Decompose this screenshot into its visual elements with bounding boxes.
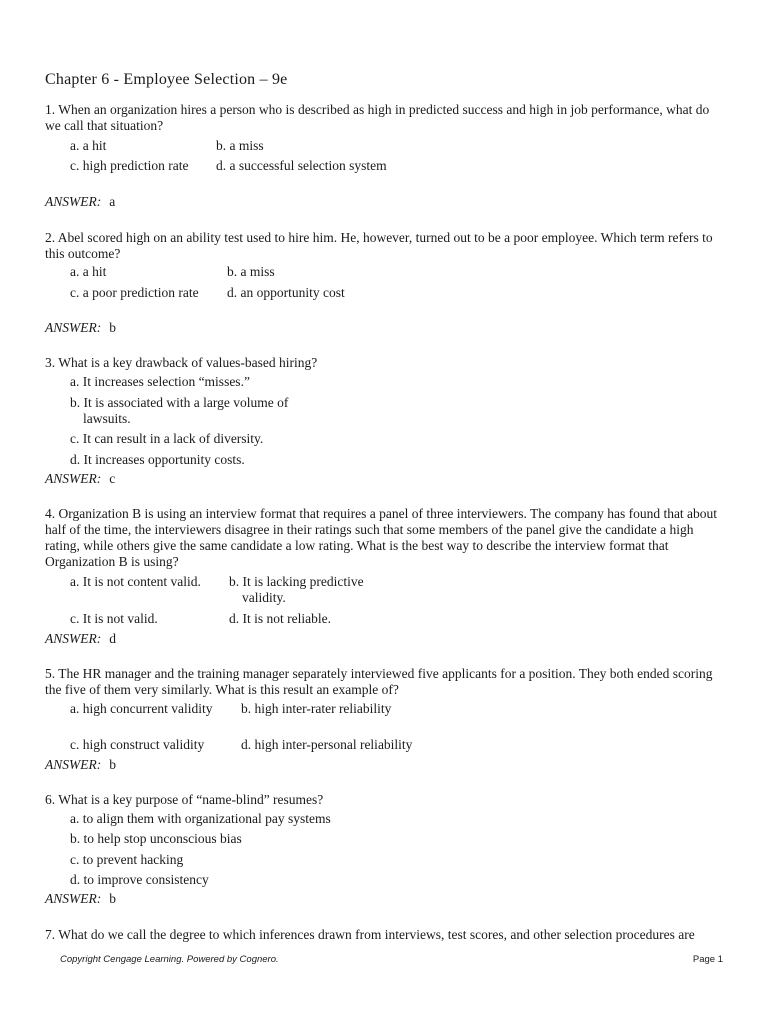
question-2-option-d: d. an opportunity cost [227, 285, 345, 300]
question-4-option-b: b. It is lacking predictive validity. [229, 574, 364, 605]
question-1-option-a: a. a hit [70, 138, 107, 153]
question-5-option-c: c. high construct validity [70, 737, 205, 752]
question-3-option-b: b. It is associated with a large volume of lawsuits. [70, 395, 289, 426]
question-2-option-a: a. a hit [70, 264, 107, 279]
question-1-stem: 1. When an organization hires a person who is described as high in predicted success and high in job performance, what do we call that situation? [45, 102, 710, 133]
question-1-option-c: c. high prediction rate [70, 158, 189, 173]
question-2-option-b: b. a miss [227, 264, 275, 279]
footer-page-number: Page 1 [692, 954, 723, 965]
question-4-stem: 4. Organization B is using an interview format that requires a panel of three interviewers. The company has found that about half of the time, the interviewers disagree in their ratings such that some members of the panel give the candidate a high rating, while others give the same candidate a low rating. What is the best way to describe the interview format that Organization B is using? [45, 506, 718, 569]
question-4-answer [45, 631, 116, 647]
answer-label: ANSWER: [45, 891, 102, 906]
question-1-option-d: d. a successful selection system [216, 158, 387, 173]
answer-label: ANSWER: [45, 471, 102, 486]
answer-value: a [109, 194, 116, 209]
question-1-option-b: b. a miss [216, 138, 264, 153]
question-3-option-d: d. It increases opportunity costs. [70, 452, 245, 467]
question-5-stem: 5. The HR manager and the training manager separately interviewed five applicants for a position. They both ended scoring the five of them very similarly. What is this result an example of? [45, 666, 713, 697]
answer-label: ANSWER: [45, 320, 102, 335]
question-5-option-b: b. high inter-rater reliability [241, 701, 392, 716]
page-title: Chapter 6 - Employee Selection – 9e [45, 71, 288, 88]
answer-value: b [109, 320, 116, 335]
answer-label: ANSWER: [45, 757, 102, 772]
answer-label: ANSWER: [45, 194, 102, 209]
answer-value: b [109, 891, 116, 906]
question-7-stem: 7. What do we call the degree to which inferences drawn from interviews, test scores, and other selection procedures are [45, 927, 695, 942]
question-4-option-d: d. It is not reliable. [229, 611, 331, 626]
question-5-answer [45, 757, 116, 773]
question-5-option-a: a. high concurrent validity [70, 701, 213, 716]
question-6-stem: 6. What is a key purpose of “name-blind” resumes? [45, 792, 324, 807]
question-5-option-d: d. high inter-personal reliability [241, 737, 413, 752]
answer-value: d [109, 631, 116, 646]
question-6-option-a: a. to align them with organizational pay systems [70, 811, 331, 826]
question-1-answer [45, 194, 115, 210]
question-4-option-a: a. It is not content valid. [70, 574, 201, 589]
question-4-option-c: c. It is not valid. [70, 611, 158, 626]
question-2-stem: 2. Abel scored high on an ability test used to hire him. He, however, turned out to be a poor employee. Which term refers to this outcome? [45, 230, 713, 261]
answer-value: b [109, 757, 116, 772]
question-3-stem: 3. What is a key drawback of values-based hiring? [45, 355, 318, 370]
footer-copyright: Copyright Cengage Learning. Powered by Cognero. [60, 954, 279, 965]
answer-label: ANSWER: [45, 631, 102, 646]
question-6-option-d: d. to improve consistency [70, 872, 209, 887]
question-6-answer [45, 891, 116, 907]
question-2-option-c: c. a poor prediction rate [70, 285, 199, 300]
question-6-option-c: c. to prevent hacking [70, 852, 184, 867]
answer-value: c [109, 471, 116, 486]
question-2-answer [45, 320, 116, 336]
question-3-option-a: a. It increases selection “misses.” [70, 374, 250, 389]
question-6-option-b: b. to help stop unconscious bias [70, 831, 242, 846]
question-3-answer [45, 471, 115, 487]
question-3-option-c: c. It can result in a lack of diversity. [70, 431, 264, 446]
